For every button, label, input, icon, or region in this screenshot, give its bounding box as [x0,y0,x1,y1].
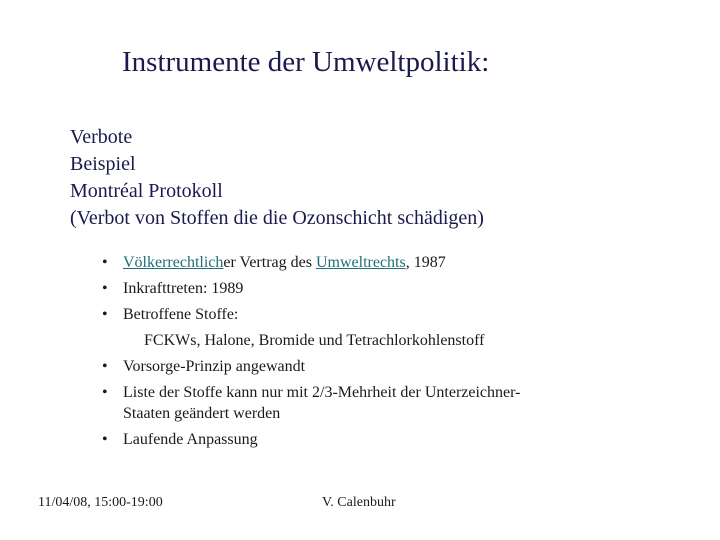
bullet-text: er Vertrag des [223,254,316,271]
main-line-verbot-desc: (Verbot von Stoffen die die Ozonschicht schädigen) [70,207,484,229]
bullet-list [102,252,520,455]
bullet-dot: • [102,384,108,401]
slide-title: Instrumente der Umweltpolitik: [122,46,490,78]
bullet-sub-stoffe-liste [102,330,520,351]
bullet-item-liste-stoffe [102,382,520,424]
bullet-text: Vorsorge-Prinzip angewandt [123,358,306,375]
bullet-item-betroffene-stoffe [102,304,520,325]
bullet-text: , 1987 [405,254,446,271]
link-umweltrechts[interactable]: Umweltrechts [315,254,406,271]
bullet-dot: • [102,280,108,297]
bullet-item-inkrafttreten [102,278,520,299]
footer-author: V. Calenbuhr [322,495,396,510]
bullet-text: Betroffene Stoffe: [123,306,239,323]
bullet-dot: • [102,358,108,375]
footer-date: 11/04/08, 15:00-19:00 [38,495,163,510]
main-line-beispiel: Beispiel [70,153,136,175]
bullet-item-vorsorge [102,356,520,377]
bullet-text: Liste der Stoffe kann nur mit 2/3-Mehrheit der Unterzeichner- [123,384,521,401]
bullet-text: Inkrafttreten: 1989 [123,280,244,297]
link-voelkerrechtlich[interactable]: Völkerrechtlich [123,254,224,271]
main-text-block [70,124,484,232]
bullet-text: Laufende Anpassung [123,431,258,448]
bullet-text: FCKWs, Halone, Bromide und Tetrachlorkohlenstoff [144,332,485,349]
bullet-dot: • [102,306,108,323]
bullet-text: Staaten geändert werden [123,405,281,422]
bullet-item-vertrag [102,252,520,273]
main-line-verbote: Verbote [70,126,133,148]
bullet-item-anpassung [102,429,520,450]
bullet-dot: • [102,431,108,448]
main-line-montreal: Montréal Protokoll [70,180,223,202]
bullet-dot: • [102,254,108,271]
